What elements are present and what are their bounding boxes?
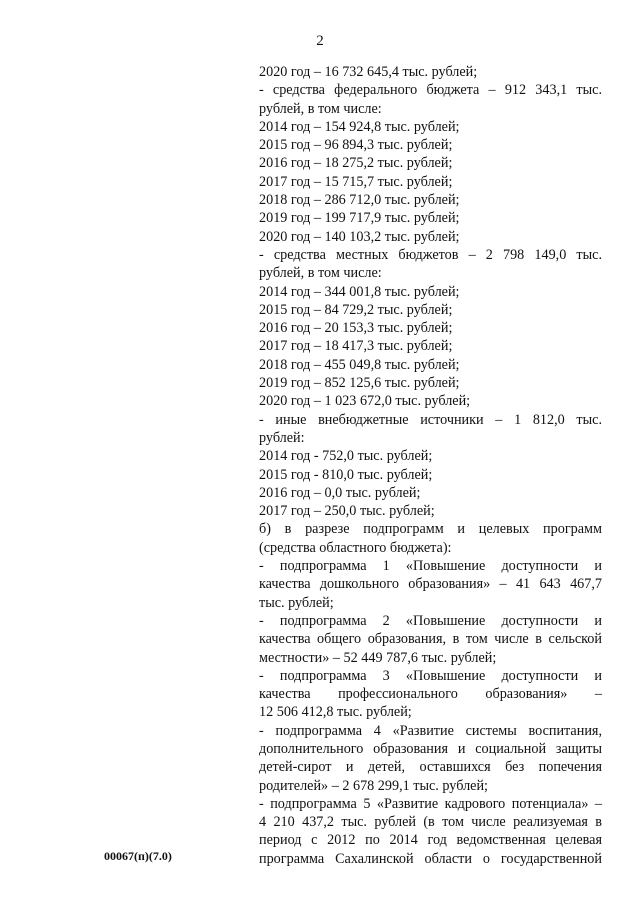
- text-line: рублей, в том числе:: [259, 100, 382, 117]
- text-line: 2020 год – 140 103,2 тыс. рублей;: [259, 228, 460, 245]
- text-line: - средства федерального бюджета – 912 343,1 тыс.: [259, 82, 602, 99]
- text-line: 2017 год – 18 417,3 тыс. рублей;: [259, 338, 453, 355]
- text-line: 2020 год – 1 023 672,0 тыс. рублей;: [259, 393, 471, 410]
- text-line: дополнительного образования и социальной защиты: [259, 740, 602, 757]
- text-line: 2016 год – 0,0 тыс. рублей;: [259, 484, 421, 501]
- text-line: рублей, в том числе:: [259, 265, 382, 282]
- text-line: - подпрограмма 1 «Повышение доступности и: [259, 558, 602, 575]
- text-line: 2020 год – 16 732 645,4 тыс. рублей;: [259, 64, 478, 80]
- text-line: 2015 год – 84 729,2 тыс. рублей;: [259, 301, 453, 318]
- text-line: рублей:: [259, 429, 305, 446]
- text-line: период с 2012 по 2014 год ведомственная целевая: [259, 832, 602, 849]
- text-line: - подпрограмма 3 «Повышение доступности и: [259, 667, 602, 684]
- text-line: 2016 год – 18 275,2 тыс. рублей;: [259, 155, 453, 172]
- text-line: 2014 год - 752,0 тыс. рублей;: [259, 448, 433, 465]
- text-line: 2019 год – 852 125,6 тыс. рублей;: [259, 375, 460, 392]
- text-line: местности» – 52 449 787,6 тыс. рублей;: [259, 649, 497, 666]
- text-line: - иные внебюджетные источники – 1 812,0 тыс.: [259, 411, 602, 428]
- text-line: 2015 год – 96 894,3 тыс. рублей;: [259, 137, 453, 154]
- text-line: 2017 год – 250,0 тыс. рублей;: [259, 503, 435, 520]
- text-line: - средства местных бюджетов – 2 798 149,0 тыс.: [259, 246, 602, 263]
- text-line: 2018 год – 286 712,0 тыс. рублей;: [259, 192, 460, 209]
- page-number: 2: [316, 33, 324, 49]
- text-line: 2016 год – 20 153,3 тыс. рублей;: [259, 320, 453, 337]
- text-line: родителей» – 2 678 299,1 тыс. рублей;: [259, 777, 488, 794]
- text-line: б) в разрезе подпрограмм и целевых программ: [259, 521, 602, 538]
- text-line: 4 210 437,2 тыс. рублей (в том числе реализуемая в: [259, 814, 602, 831]
- document-text-column: [259, 63, 602, 868]
- text-line: детей-сирот и детей, оставшихся без попечения: [259, 759, 602, 776]
- text-line: качества общего образования, в том числе в сельской: [259, 631, 602, 648]
- text-line: (средства областного бюджета):: [259, 539, 452, 556]
- text-line: качества дошкольного образования» – 41 643 467,7: [259, 576, 602, 593]
- text-line: тыс. рублей;: [259, 594, 334, 611]
- text-line: 2014 год – 344 001,8 тыс. рублей;: [259, 283, 460, 300]
- text-line: 2015 год - 810,0 тыс. рублей;: [259, 466, 433, 483]
- text-line: - подпрограмма 2 «Повышение доступности и: [259, 612, 602, 629]
- document-code: 00067(п)(7.0): [104, 849, 172, 863]
- text-line: 2017 год – 15 715,7 тыс. рублей;: [259, 173, 453, 190]
- text-line: 2019 год – 199 717,9 тыс. рублей;: [259, 210, 460, 227]
- text-line: качества профессионального образования» –: [259, 686, 602, 703]
- text-line: 12 506 412,8 тыс. рублей;: [259, 704, 412, 721]
- text-line: - подпрограмма 4 «Развитие системы воспитания,: [259, 722, 602, 739]
- text-line: 2018 год – 455 049,8 тыс. рублей;: [259, 356, 460, 373]
- text-line: - подпрограмма 5 «Развитие кадрового потенциала» –: [259, 795, 602, 812]
- text-line: программа Сахалинской области о государственной: [259, 850, 602, 867]
- text-line: 2014 год – 154 924,8 тыс. рублей;: [259, 118, 460, 135]
